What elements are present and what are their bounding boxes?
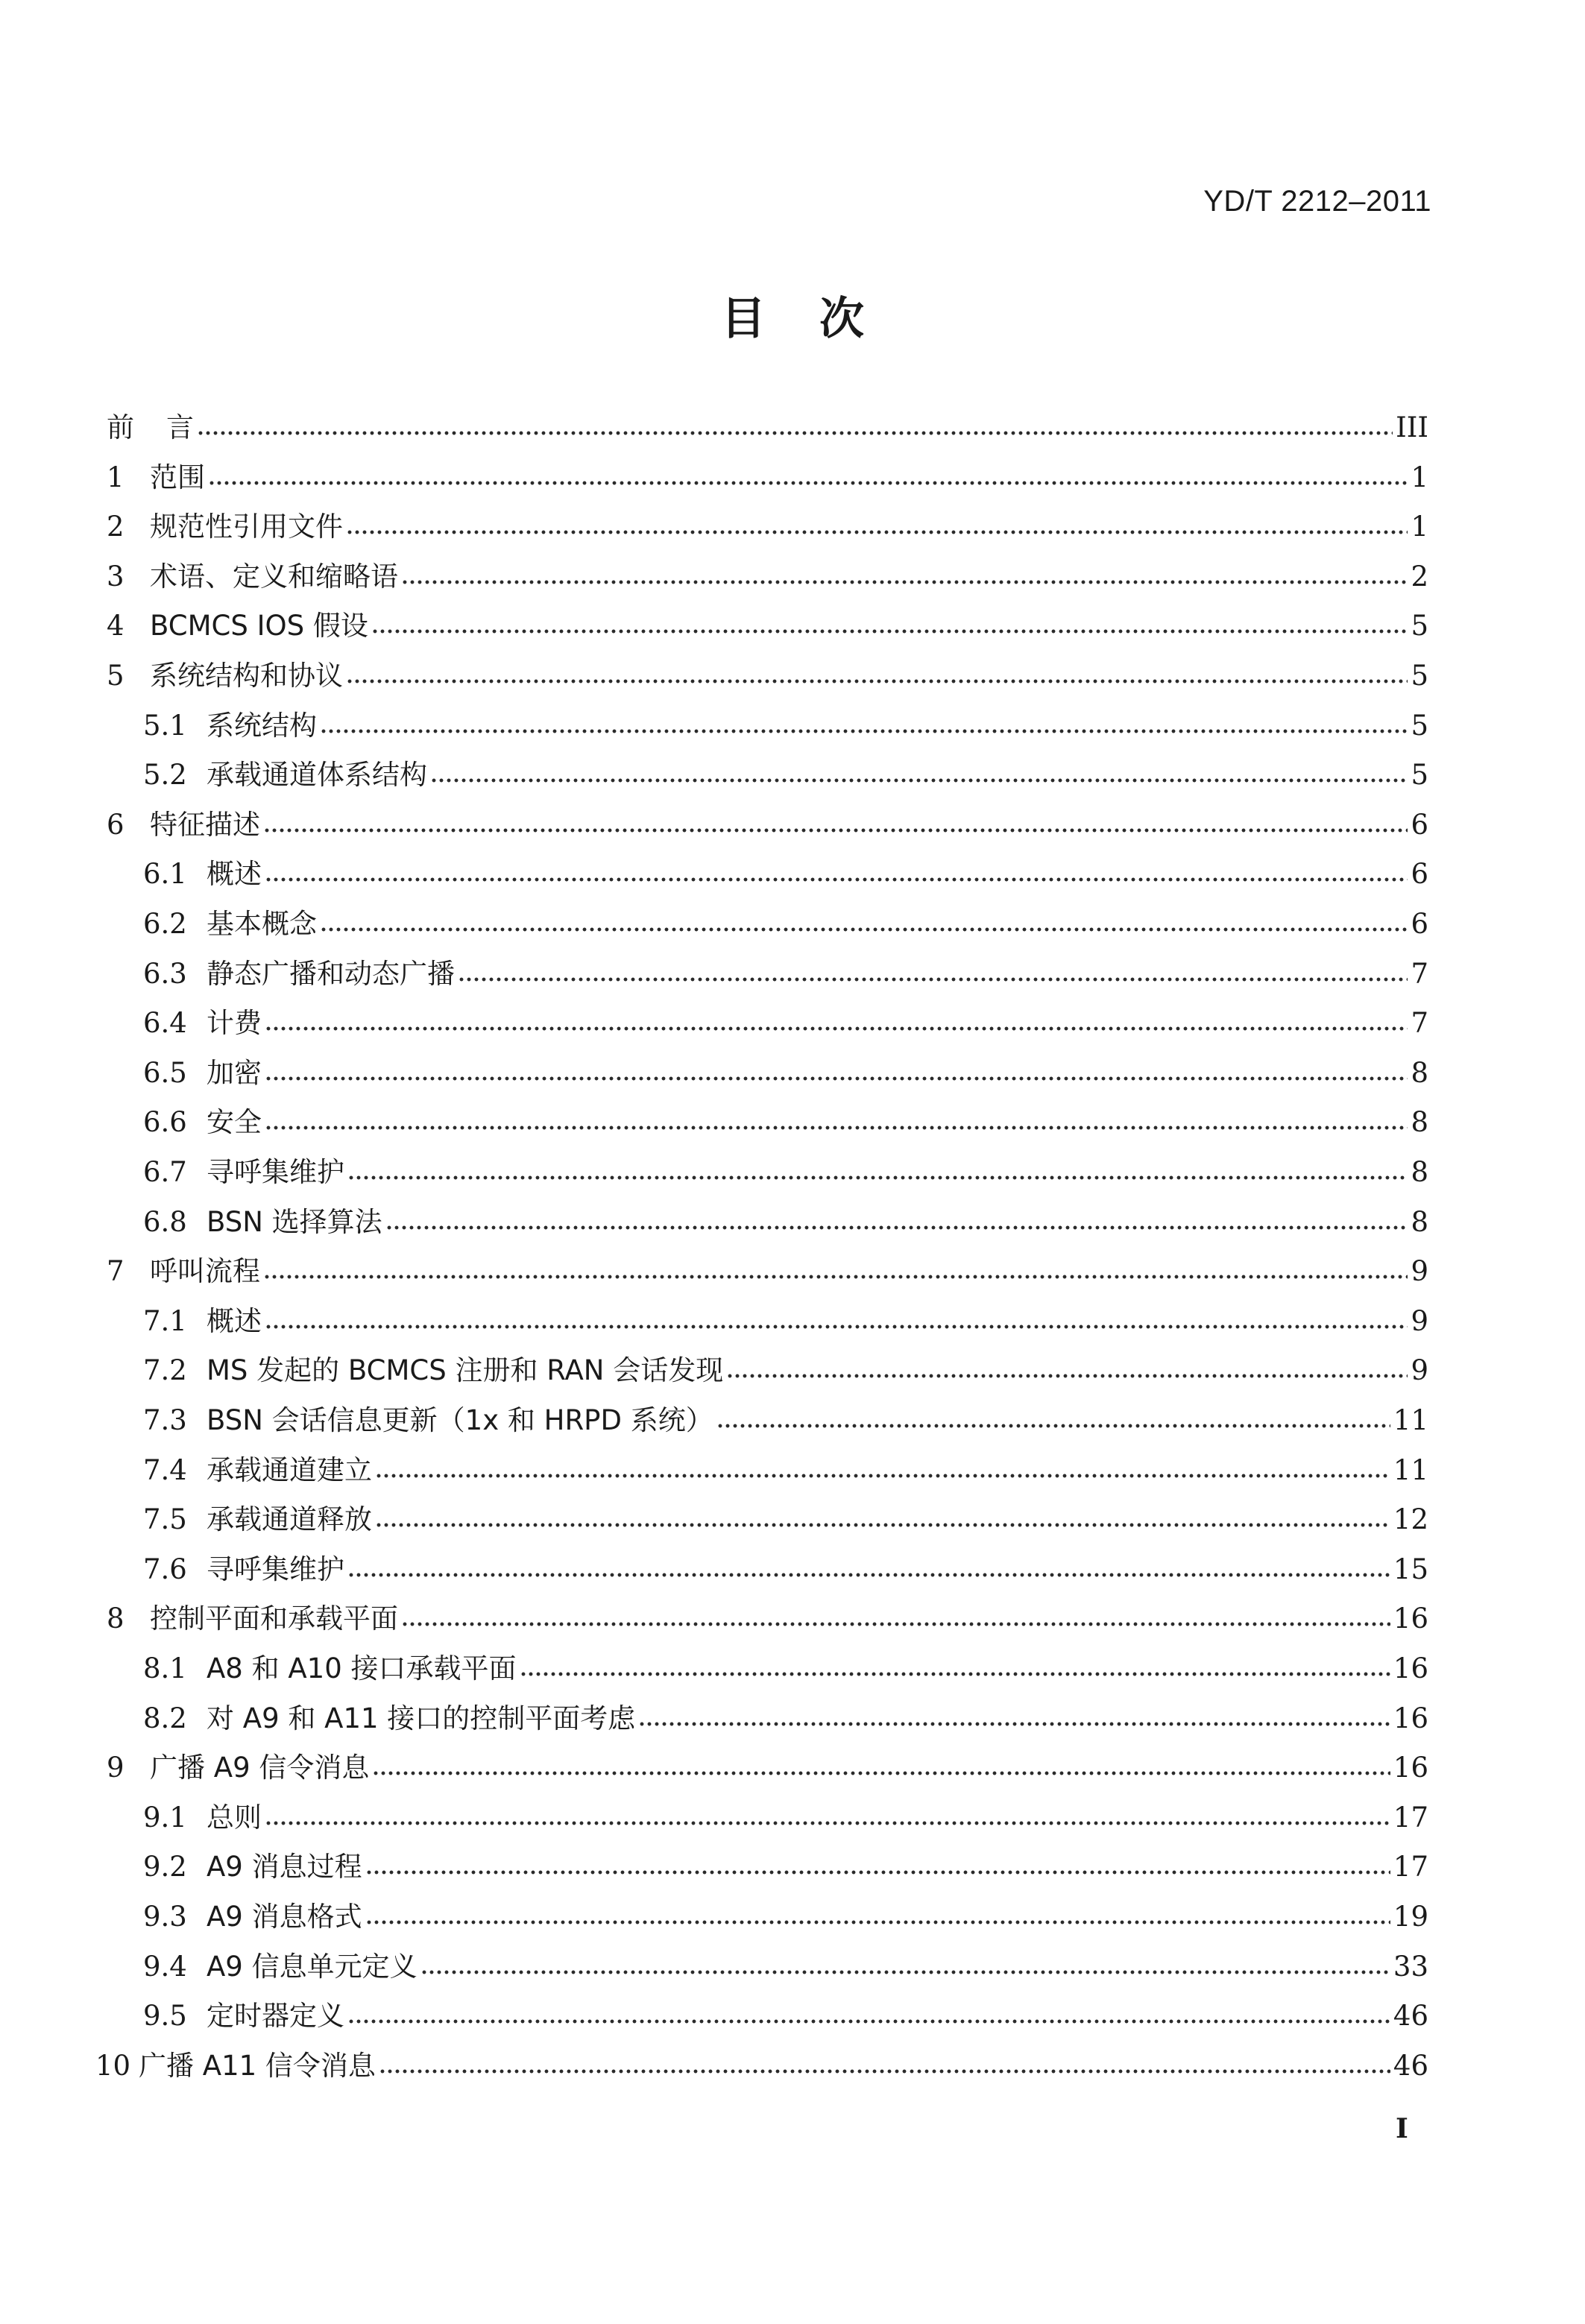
toc-entry[interactable] bbox=[0, 697, 1585, 749]
toc-title: 目次 bbox=[721, 293, 918, 345]
toc-section-number: 2 bbox=[107, 511, 125, 543]
toc-entry[interactable] bbox=[0, 1938, 1585, 1990]
toc-page-number: 16 bbox=[1393, 1652, 1428, 1684]
toc-section-number: 7.6 bbox=[143, 1553, 187, 1585]
toc-section-number: 6 bbox=[107, 808, 125, 841]
toc-entry[interactable] bbox=[0, 449, 1585, 501]
toc-dot-leader bbox=[375, 1521, 1390, 1529]
toc-entry[interactable] bbox=[0, 1640, 1585, 1692]
toc-dot-leader bbox=[265, 1025, 1408, 1032]
toc-entry[interactable] bbox=[0, 1292, 1585, 1345]
toc-section-title: 寻呼集维护 bbox=[207, 1553, 344, 1585]
toc-section-number: 7.3 bbox=[143, 1404, 187, 1436]
toc-dot-leader bbox=[346, 528, 1408, 536]
toc-entry[interactable] bbox=[0, 1491, 1585, 1543]
toc-entry[interactable] bbox=[0, 399, 1585, 451]
toc-page-number: 8 bbox=[1411, 1056, 1428, 1089]
toc-entry[interactable] bbox=[0, 1242, 1585, 1295]
toc-section-number: 5.1 bbox=[143, 709, 187, 742]
toc-page-number: 9 bbox=[1411, 1304, 1428, 1337]
toc-section-title: 总则 bbox=[207, 1801, 262, 1834]
toc-section-number: 7.1 bbox=[143, 1304, 187, 1337]
toc-entry[interactable] bbox=[0, 1193, 1585, 1245]
toc-section-number: 7.2 bbox=[143, 1354, 187, 1387]
toc-section-title: A9 消息格式 bbox=[207, 1901, 362, 1933]
toc-section-title: 范围 bbox=[150, 461, 205, 493]
toc-dot-leader bbox=[430, 777, 1408, 784]
toc-section-number: 6.7 bbox=[143, 1156, 187, 1188]
toc-section-title: 控制平面和承载平面 bbox=[150, 1603, 398, 1635]
toc-section-title: BSN 选择算法 bbox=[207, 1205, 382, 1238]
toc-entry[interactable] bbox=[0, 548, 1585, 600]
toc-entry[interactable] bbox=[0, 1093, 1585, 1146]
toc-page-number: 5 bbox=[1411, 660, 1428, 692]
toc-entry[interactable] bbox=[0, 1789, 1585, 1841]
toc-section-title: MS 发起的 BCMCS 注册和 RAN 会话发现 bbox=[207, 1354, 724, 1387]
toc-dot-leader bbox=[365, 1869, 1390, 1876]
toc-section-title: 概述 bbox=[207, 1304, 262, 1337]
toc-dot-leader bbox=[265, 1323, 1408, 1330]
toc-dot-leader bbox=[320, 926, 1408, 933]
toc-section-number: 9.5 bbox=[143, 2000, 187, 2033]
toc-section-number: 9.3 bbox=[143, 1901, 187, 1933]
toc-entry[interactable] bbox=[0, 647, 1585, 699]
toc-dot-leader bbox=[265, 1819, 1390, 1827]
toc-dot-leader bbox=[263, 827, 1408, 834]
toc-dot-leader bbox=[347, 1571, 1390, 1579]
toc-section-title: 承载通道释放 bbox=[207, 1503, 372, 1536]
toc-dot-leader bbox=[420, 1968, 1390, 1976]
toc-page-number: 46 bbox=[1393, 2049, 1428, 2082]
toc-page-number: 15 bbox=[1393, 1553, 1428, 1585]
toc-section-title: A8 和 A10 接口承载平面 bbox=[207, 1652, 517, 1684]
toc-entry[interactable] bbox=[0, 1987, 1585, 2039]
toc-page-number: III bbox=[1396, 411, 1428, 443]
toc-page-number: 6 bbox=[1411, 908, 1428, 940]
toc-entry[interactable] bbox=[0, 597, 1585, 649]
toc-dot-leader bbox=[372, 1769, 1390, 1777]
toc-page-number: 17 bbox=[1393, 1801, 1428, 1834]
toc-dot-leader bbox=[265, 1075, 1408, 1082]
toc-section-number: 7 bbox=[107, 1255, 125, 1288]
toc-page-number: 16 bbox=[1393, 1603, 1428, 1635]
toc-section-title: BSN 会话信息更新（1x 和 HRPD 系统） bbox=[207, 1404, 713, 1436]
toc-entry[interactable] bbox=[0, 1342, 1585, 1394]
toc-section-number: 5 bbox=[107, 660, 125, 692]
toc-section-title: 广播 A9 信令消息 bbox=[150, 1752, 370, 1784]
toc-section-number: 10 bbox=[95, 2049, 131, 2082]
toc-section-number: 前 bbox=[107, 411, 134, 443]
toc-section-title: 基本概念 bbox=[207, 908, 317, 940]
toc-entry[interactable] bbox=[0, 1739, 1585, 1791]
toc-section-title: 呼叫流程 bbox=[150, 1255, 260, 1288]
toc-section-title: 系统结构 bbox=[207, 709, 317, 742]
page-number: I bbox=[1396, 2113, 1408, 2144]
toc-page-number: 6 bbox=[1411, 808, 1428, 841]
toc-page-number: 5 bbox=[1411, 610, 1428, 642]
toc-dot-leader bbox=[365, 1919, 1390, 1926]
toc-section-number: 7.5 bbox=[143, 1503, 187, 1536]
toc-dot-leader bbox=[458, 976, 1408, 983]
toc-dot-leader bbox=[265, 876, 1408, 883]
toc-page-number: 17 bbox=[1393, 1851, 1428, 1883]
toc-dot-leader bbox=[346, 678, 1408, 685]
toc-dot-leader bbox=[371, 628, 1408, 635]
toc-page-number: 5 bbox=[1411, 709, 1428, 742]
toc-page-number: 6 bbox=[1411, 858, 1428, 891]
toc-section-title: 概述 bbox=[207, 858, 262, 891]
toc-section-number: 8.1 bbox=[143, 1652, 187, 1684]
toc-section-title: 言 bbox=[166, 411, 194, 443]
toc-section-title: A9 消息过程 bbox=[207, 1851, 362, 1883]
toc-dot-leader bbox=[197, 429, 1393, 437]
toc-dot-leader bbox=[263, 1273, 1408, 1281]
toc-dot-leader bbox=[379, 2068, 1390, 2075]
toc-entry[interactable] bbox=[0, 2037, 1585, 2089]
toc-section-title: 计费 bbox=[207, 1007, 262, 1040]
toc-entry[interactable] bbox=[0, 1590, 1585, 1642]
toc-section-number: 9.2 bbox=[143, 1851, 187, 1883]
toc-section-title: A9 信息单元定义 bbox=[207, 1950, 417, 1983]
toc-entry[interactable] bbox=[0, 746, 1585, 798]
toc-dot-leader bbox=[716, 1422, 1390, 1430]
document-code: YD/T 2212–2011 bbox=[1203, 185, 1431, 218]
toc-page-number: 19 bbox=[1393, 1901, 1428, 1933]
toc-dot-leader bbox=[265, 1124, 1408, 1131]
toc-section-title: BCMCS IOS 假设 bbox=[150, 610, 368, 642]
toc-page-number: 1 bbox=[1411, 461, 1428, 493]
toc-page-number: 7 bbox=[1411, 1007, 1428, 1040]
toc-dot-leader bbox=[347, 2018, 1390, 2025]
toc-section-number: 6.6 bbox=[143, 1106, 187, 1139]
toc-entry[interactable] bbox=[0, 1838, 1585, 1890]
toc-page-number: 7 bbox=[1411, 957, 1428, 990]
toc-dot-leader bbox=[320, 727, 1408, 735]
toc-section-title: 术语、定义和缩略语 bbox=[150, 560, 398, 593]
toc-entry[interactable] bbox=[0, 895, 1585, 947]
toc-dot-leader bbox=[385, 1224, 1408, 1231]
toc-page-number: 8 bbox=[1411, 1156, 1428, 1188]
toc-dot-leader bbox=[726, 1372, 1408, 1380]
toc-entry[interactable] bbox=[0, 1442, 1585, 1494]
toc-dot-leader bbox=[401, 1620, 1390, 1628]
toc-section-number: 5.2 bbox=[143, 759, 187, 792]
toc-section-title: 安全 bbox=[207, 1106, 262, 1139]
toc-section-number: 9 bbox=[107, 1752, 125, 1784]
toc-page-number: 2 bbox=[1411, 560, 1428, 593]
toc-dot-leader bbox=[347, 1174, 1408, 1181]
toc-page-number: 12 bbox=[1393, 1503, 1428, 1536]
toc-page-number: 9 bbox=[1411, 1354, 1428, 1387]
toc-section-title: 广播 A11 信令消息 bbox=[139, 2049, 376, 2082]
toc-section-number: 9.1 bbox=[143, 1801, 187, 1834]
toc-section-number: 7.4 bbox=[143, 1453, 187, 1486]
toc-page-number: 11 bbox=[1393, 1404, 1428, 1436]
toc-section-number: 6.3 bbox=[143, 957, 187, 990]
toc-section-number: 4 bbox=[107, 610, 125, 642]
toc-page-number: 33 bbox=[1393, 1950, 1428, 1983]
toc-entry[interactable] bbox=[0, 945, 1585, 997]
toc-entry[interactable] bbox=[0, 845, 1585, 897]
toc-entry[interactable] bbox=[0, 994, 1585, 1046]
toc-section-number: 8.2 bbox=[143, 1702, 187, 1734]
toc-dot-leader bbox=[638, 1720, 1390, 1728]
toc-section-title: 寻呼集维护 bbox=[207, 1156, 344, 1188]
toc-entry[interactable] bbox=[0, 1541, 1585, 1593]
toc-entry[interactable] bbox=[0, 796, 1585, 848]
toc-dot-leader bbox=[208, 479, 1408, 487]
toc-page-number: 5 bbox=[1411, 759, 1428, 792]
toc-section-number: 6.5 bbox=[143, 1056, 187, 1089]
toc-section-number: 8 bbox=[107, 1603, 125, 1635]
toc-page-number: 46 bbox=[1393, 2000, 1428, 2033]
toc-section-number: 6.4 bbox=[143, 1007, 187, 1040]
toc-section-title: 对 A9 和 A11 接口的控制平面考虑 bbox=[207, 1702, 636, 1734]
toc-section-title: 静态广播和动态广播 bbox=[207, 957, 455, 990]
toc-entry[interactable] bbox=[0, 1690, 1585, 1742]
toc-entry[interactable] bbox=[0, 1143, 1585, 1196]
toc-page-number: 11 bbox=[1393, 1453, 1428, 1486]
toc-dot-leader bbox=[375, 1472, 1390, 1480]
toc-section-title: 系统结构和协议 bbox=[150, 660, 343, 692]
toc-section-title: 特征描述 bbox=[150, 808, 260, 841]
toc-section-number: 3 bbox=[107, 560, 125, 593]
toc-section-number: 6.1 bbox=[143, 858, 187, 891]
toc-dot-leader bbox=[520, 1670, 1390, 1678]
toc-section-number: 6.8 bbox=[143, 1205, 187, 1238]
toc-entry[interactable] bbox=[0, 1888, 1585, 1940]
toc-page-number: 9 bbox=[1411, 1255, 1428, 1288]
toc-entry[interactable] bbox=[0, 498, 1585, 550]
toc-section-title: 定时器定义 bbox=[207, 2000, 344, 2033]
toc-page-number: 1 bbox=[1411, 511, 1428, 543]
toc-page-number: 16 bbox=[1393, 1702, 1428, 1734]
toc-dot-leader bbox=[401, 578, 1408, 586]
toc-section-number: 1 bbox=[107, 461, 125, 493]
toc-section-title: 承载通道体系结构 bbox=[207, 759, 427, 792]
toc-section-number: 6.2 bbox=[143, 908, 187, 940]
toc-entry[interactable] bbox=[0, 1392, 1585, 1444]
toc-page-number: 8 bbox=[1411, 1106, 1428, 1139]
toc-section-title: 承载通道建立 bbox=[207, 1453, 372, 1486]
toc-entry[interactable] bbox=[0, 1044, 1585, 1096]
toc-section-title: 加密 bbox=[207, 1056, 262, 1089]
toc-section-number: 9.4 bbox=[143, 1950, 187, 1983]
toc-page-number: 16 bbox=[1393, 1752, 1428, 1784]
toc-page-number: 8 bbox=[1411, 1205, 1428, 1238]
toc-section-title: 规范性引用文件 bbox=[150, 511, 343, 543]
